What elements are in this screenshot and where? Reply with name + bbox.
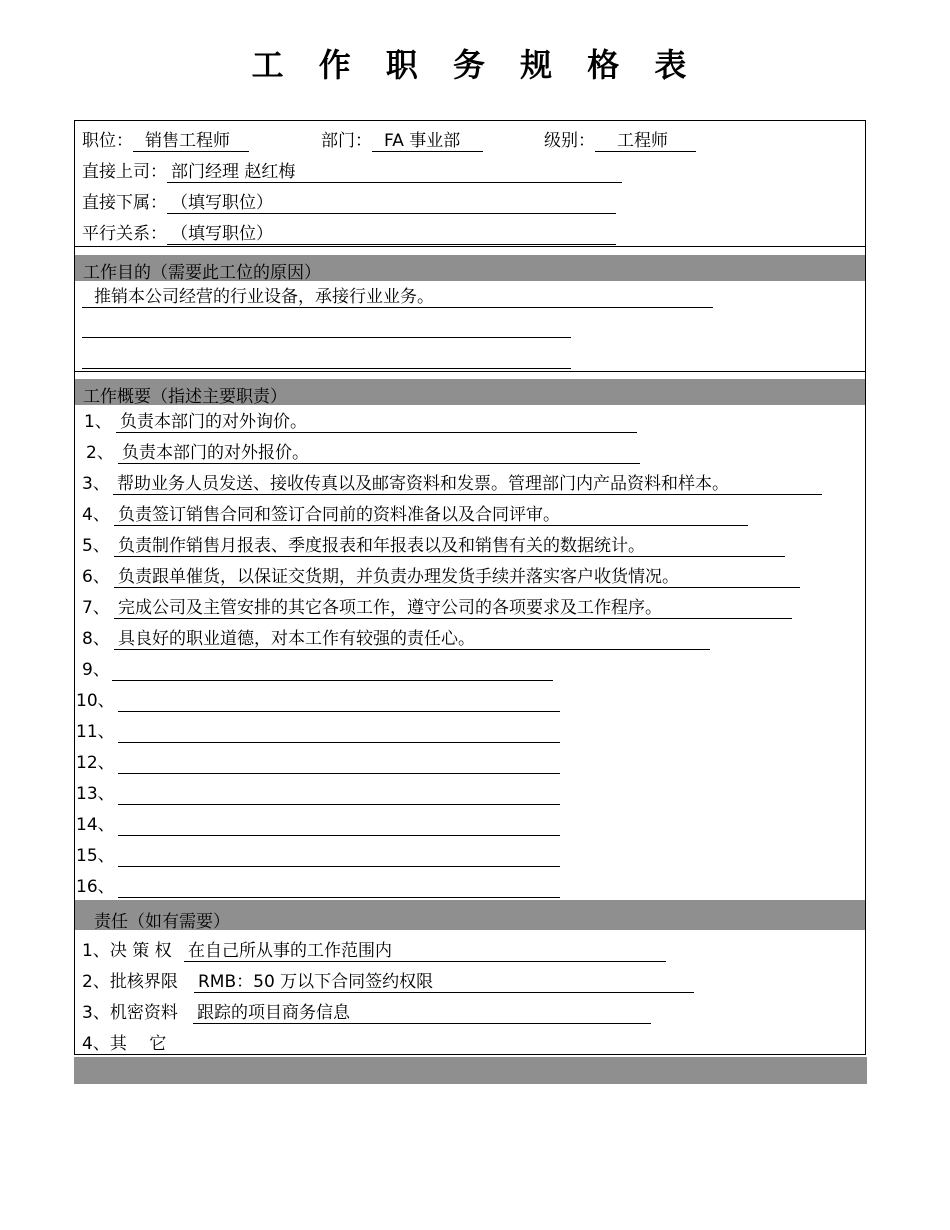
duty-field[interactable] (118, 691, 560, 712)
duty-item (76, 752, 560, 774)
authority-field[interactable]: 在自己所从事的工作范围内 (184, 941, 666, 962)
confidential-label: 3、机密资料 (82, 1003, 178, 1023)
divider-header (74, 246, 866, 247)
duty-field[interactable]: 负责制作销售月报表、季度报表和年报表以及和销售有关的数据统计。 (114, 536, 785, 557)
duty-item (82, 597, 792, 619)
duty-item (76, 876, 560, 898)
duty-number: 3、 (82, 474, 110, 494)
position-label: 职位： (82, 131, 133, 151)
department-label: 部门： (321, 131, 372, 151)
purpose-blank-line[interactable] (82, 368, 571, 369)
duty-field[interactable] (118, 784, 560, 805)
confidential-field[interactable]: 跟踪的项目商务信息 (193, 1003, 651, 1024)
divider-purpose (74, 371, 866, 372)
duty-item (82, 535, 785, 557)
duty-number: 7、 (82, 598, 110, 618)
purpose-field[interactable]: 推销本公司经营的行业设备，承接行业业务。 (82, 287, 713, 308)
duty-field[interactable] (118, 815, 560, 836)
duty-number: 15、 (76, 846, 115, 866)
duty-field[interactable]: 完成公司及主管安排的其它各项工作，遵守公司的各项要求及工作程序。 (114, 598, 792, 619)
duty-item (76, 814, 560, 836)
duty-item (82, 628, 710, 650)
duty-number: 10、 (76, 691, 115, 711)
department-field[interactable]: FA 事业部 (372, 131, 483, 152)
confidential-row (82, 1002, 651, 1024)
peer-field[interactable]: （填写职位） (167, 224, 616, 245)
duty-item (84, 411, 637, 433)
supervisor-row (82, 161, 622, 183)
position-row (82, 130, 249, 152)
level-field[interactable]: 工程师 (595, 131, 696, 152)
duty-field[interactable]: 负责跟单催货，以保证交货期，并负责办理发货手续并落实客户收货情况。 (114, 567, 800, 588)
duty-number: 9、 (82, 660, 110, 680)
duty-number: 2、 (86, 443, 114, 463)
responsibility-heading-band (75, 900, 865, 930)
subordinate-label: 直接下属： (82, 193, 167, 213)
duty-item (76, 721, 560, 743)
other-field[interactable] (178, 1034, 570, 1055)
duty-number: 4、 (82, 505, 110, 525)
responsibility-heading: 责任（如有需要） (94, 912, 230, 932)
duty-field[interactable]: 负责本部门的对外报价。 (118, 443, 640, 464)
level-label: 级别： (544, 131, 595, 151)
duty-item (86, 442, 640, 464)
duty-number: 1、 (84, 412, 112, 432)
duty-number: 13、 (76, 784, 115, 804)
duty-field[interactable]: 帮助业务人员发送、接收传真以及邮寄资料和发票。管理部门内产品资料和样本。 (113, 474, 822, 495)
purpose-heading-band (75, 255, 865, 281)
footer-band (74, 1057, 867, 1084)
summary-heading: 工作概要（指述主要职责） (83, 387, 287, 407)
duty-item (82, 504, 748, 526)
duty-field[interactable]: 负责签订销售合同和签订合同前的资料准备以及合同评审。 (114, 505, 748, 526)
other-label: 4、其 它 (82, 1034, 167, 1054)
duty-field[interactable] (112, 660, 553, 681)
purpose-row (82, 286, 713, 308)
duty-number: 12、 (76, 753, 115, 773)
duty-field[interactable] (118, 877, 560, 898)
approval-limit-label: 2、批核界限 (82, 972, 178, 992)
approval-limit-row (82, 971, 694, 993)
authority-label: 1、决 策 权 (82, 941, 172, 961)
duty-field[interactable] (118, 722, 560, 743)
duty-field[interactable] (118, 846, 560, 867)
summary-heading-band (75, 379, 865, 405)
peer-label: 平行关系： (82, 224, 167, 244)
duty-number: 6、 (82, 567, 110, 587)
duty-item (82, 473, 822, 495)
peer-row (82, 223, 616, 245)
subordinate-row (82, 192, 616, 214)
duty-item (76, 783, 560, 805)
purpose-heading: 工作目的（需要此工位的原因） (83, 263, 321, 283)
duty-item (82, 659, 553, 681)
supervisor-field[interactable]: 部门经理 赵红梅 (167, 162, 622, 183)
department-row (321, 130, 483, 152)
duty-number: 14、 (76, 815, 115, 835)
authority-row (82, 940, 666, 962)
page-title: 工 作 职 务 规 格 表 (251, 46, 699, 84)
level-row (544, 130, 696, 152)
purpose-blank-line[interactable] (82, 337, 571, 338)
other-row (82, 1033, 570, 1055)
duty-item (76, 845, 560, 867)
approval-limit-field[interactable]: RMB：50 万以下合同签约权限 (194, 972, 694, 993)
duty-item (82, 566, 800, 588)
duty-number: 5、 (82, 536, 110, 556)
duty-number: 16、 (76, 877, 115, 897)
subordinate-field[interactable]: （填写职位） (167, 193, 616, 214)
duty-field[interactable]: 负责本部门的对外询价。 (116, 412, 637, 433)
supervisor-label: 直接上司： (82, 162, 167, 182)
duty-field[interactable] (118, 753, 560, 774)
duty-field[interactable]: 具良好的职业道德，对本工作有较强的责任心。 (114, 629, 710, 650)
duty-number: 8、 (82, 629, 110, 649)
duty-item (76, 690, 560, 712)
position-field[interactable]: 销售工程师 (133, 131, 249, 152)
duty-number: 11、 (76, 722, 115, 742)
